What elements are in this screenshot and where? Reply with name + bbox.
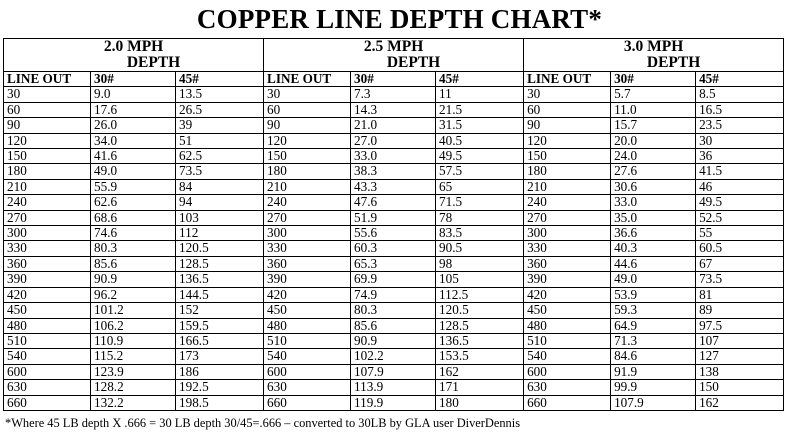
depth-30lb-cell: 17.6: [91, 102, 176, 117]
depth-30lb-cell: 38.3: [351, 164, 436, 179]
depth-45lb-cell: 171: [436, 380, 524, 395]
line-out-cell: 660: [4, 395, 91, 410]
column-header-row: [4, 72, 784, 87]
depth-45lb-cell: 71.5: [436, 195, 524, 210]
depth-30lb-cell: 7.3: [351, 87, 436, 102]
line-out-cell: 180: [264, 164, 351, 179]
depth-30lb-cell: 55.6: [351, 226, 436, 241]
depth-30lb-cell: 90.9: [91, 272, 176, 287]
line-out-cell: 300: [264, 226, 351, 241]
col-45lb: 45#: [176, 72, 264, 87]
line-out-cell: 420: [4, 287, 91, 302]
depth-30lb-cell: 128.2: [91, 380, 176, 395]
depth-45lb-cell: 52.5: [696, 210, 784, 225]
depth-30lb-cell: 59.3: [611, 303, 696, 318]
speed-header-3-0: 3.0 MPH: [524, 39, 784, 56]
line-out-cell: 360: [264, 256, 351, 271]
depth-30lb-cell: 53.9: [611, 287, 696, 302]
line-out-cell: 660: [264, 395, 351, 410]
depth-30lb-cell: 33.0: [351, 149, 436, 164]
depth-45lb-cell: 162: [436, 364, 524, 379]
depth-45lb-cell: 57.5: [436, 164, 524, 179]
depth-45lb-cell: 107: [696, 333, 784, 348]
depth-30lb-cell: 65.3: [351, 256, 436, 271]
speed-header-row: [4, 39, 784, 56]
col-30lb: 30#: [351, 72, 436, 87]
table-row: [4, 149, 784, 164]
line-out-cell: 120: [524, 133, 611, 148]
depth-30lb-cell: 35.0: [611, 210, 696, 225]
line-out-cell: 630: [4, 380, 91, 395]
depth-30lb-cell: 15.7: [611, 118, 696, 133]
chart-title: COPPER LINE DEPTH CHART*: [196, 4, 603, 34]
line-out-cell: 390: [524, 272, 611, 287]
depth-30lb-cell: 101.2: [91, 303, 176, 318]
col-line-out: LINE OUT: [4, 72, 91, 87]
col-45lb: 45#: [436, 72, 524, 87]
depth-45lb-cell: 159.5: [176, 318, 264, 333]
line-out-cell: 180: [524, 164, 611, 179]
depth-30lb-cell: 49.0: [611, 272, 696, 287]
depth-30lb-cell: 9.0: [91, 87, 176, 102]
line-out-cell: 300: [4, 226, 91, 241]
depth-45lb-cell: 97.5: [696, 318, 784, 333]
line-out-cell: 60: [4, 102, 91, 117]
depth-45lb-cell: 51: [176, 133, 264, 148]
depth-30lb-cell: 47.6: [351, 195, 436, 210]
table-row: [4, 118, 784, 133]
depth-30lb-cell: 30.6: [611, 179, 696, 194]
table-row: [4, 133, 784, 148]
line-out-cell: 600: [4, 364, 91, 379]
depth-45lb-cell: 26.5: [176, 102, 264, 117]
depth-header-2-5: [264, 55, 524, 72]
depth-30lb-cell: 21.0: [351, 118, 436, 133]
depth-30lb-cell: 27.0: [351, 133, 436, 148]
depth-45lb-cell: 73.5: [696, 272, 784, 287]
depth-45lb-cell: 36: [696, 149, 784, 164]
depth-30lb-cell: 102.2: [351, 349, 436, 364]
depth-45lb-cell: 40.5: [436, 133, 524, 148]
depth-45lb-cell: 67: [696, 256, 784, 271]
line-out-cell: 630: [264, 380, 351, 395]
line-out-cell: 270: [4, 210, 91, 225]
line-out-cell: 30: [4, 87, 91, 102]
depth-45lb-cell: 84: [176, 179, 264, 194]
depth-45lb-cell: 49.5: [696, 195, 784, 210]
table-row: [4, 349, 784, 364]
footnote: *Where 45 LB depth X .666 = 30 LB depth 30/45=.666 – converted to 30LB by GLA user DiverDennis: [5, 416, 521, 430]
line-out-cell: 300: [524, 226, 611, 241]
table-row: [4, 318, 784, 333]
depth-45lb-cell: 78: [436, 210, 524, 225]
depth-45lb-cell: 60.5: [696, 241, 784, 256]
table-row: [4, 256, 784, 271]
depth-45lb-cell: 41.5: [696, 164, 784, 179]
depth-30lb-cell: 71.3: [611, 333, 696, 348]
line-out-cell: 450: [524, 303, 611, 318]
depth-30lb-cell: 119.9: [351, 395, 436, 410]
line-out-cell: 180: [4, 164, 91, 179]
line-out-cell: 240: [4, 195, 91, 210]
depth-45lb-cell: 46: [696, 179, 784, 194]
depth-45lb-cell: 55: [696, 226, 784, 241]
depth-45lb-cell: 31.5: [436, 118, 524, 133]
depth-45lb-cell: 120.5: [176, 241, 264, 256]
depth-45lb-cell: 98: [436, 256, 524, 271]
depth-45lb-cell: 128.5: [436, 318, 524, 333]
line-out-cell: 540: [264, 349, 351, 364]
col-30lb: 30#: [611, 72, 696, 87]
line-out-cell: 90: [524, 118, 611, 133]
line-out-cell: 150: [264, 149, 351, 164]
line-out-cell: 540: [524, 349, 611, 364]
depth-30lb-cell: 26.0: [91, 118, 176, 133]
line-out-cell: 330: [264, 241, 351, 256]
depth-30lb-cell: 27.6: [611, 164, 696, 179]
table-row: [4, 287, 784, 302]
depth-chart-table: [3, 38, 784, 411]
depth-30lb-cell: 60.3: [351, 241, 436, 256]
depth-30lb-cell: 40.3: [611, 241, 696, 256]
depth-45lb-cell: 105: [436, 272, 524, 287]
line-out-cell: 420: [524, 287, 611, 302]
depth-45lb-cell: 112: [176, 226, 264, 241]
depth-30lb-cell: 64.9: [611, 318, 696, 333]
depth-30lb-cell: 43.3: [351, 179, 436, 194]
depth-45lb-cell: 103: [176, 210, 264, 225]
line-out-cell: 270: [524, 210, 611, 225]
line-out-cell: 120: [264, 133, 351, 148]
depth-30lb-cell: 69.9: [351, 272, 436, 287]
line-out-cell: 330: [4, 241, 91, 256]
depth-label: DEPTH: [646, 55, 701, 71]
line-out-cell: 480: [524, 318, 611, 333]
depth-30lb-cell: 99.9: [611, 380, 696, 395]
depth-30lb-cell: 85.6: [91, 256, 176, 271]
depth-45lb-cell: 136.5: [176, 272, 264, 287]
depth-30lb-cell: 49.0: [91, 164, 176, 179]
depth-45lb-cell: 166.5: [176, 333, 264, 348]
depth-45lb-cell: 173: [176, 349, 264, 364]
depth-45lb-cell: 23.5: [696, 118, 784, 133]
depth-30lb-cell: 96.2: [91, 287, 176, 302]
depth-45lb-cell: 89: [696, 303, 784, 318]
line-out-cell: 240: [524, 195, 611, 210]
depth-45lb-cell: 162: [696, 395, 784, 410]
depth-30lb-cell: 80.3: [351, 303, 436, 318]
chart-body: [4, 87, 784, 411]
depth-45lb-cell: 136.5: [436, 333, 524, 348]
depth-30lb-cell: 110.9: [91, 333, 176, 348]
depth-30lb-cell: 107.9: [351, 364, 436, 379]
table-row: [4, 364, 784, 379]
table-row: [4, 272, 784, 287]
table-row: [4, 226, 784, 241]
depth-45lb-cell: 11: [436, 87, 524, 102]
line-out-cell: 480: [4, 318, 91, 333]
depth-45lb-cell: 153.5: [436, 349, 524, 364]
depth-30lb-cell: 80.3: [91, 241, 176, 256]
col-line-out: LINE OUT: [524, 72, 611, 87]
table-row: [4, 303, 784, 318]
line-out-cell: 270: [264, 210, 351, 225]
depth-45lb-cell: 30: [696, 133, 784, 148]
depth-30lb-cell: 132.2: [91, 395, 176, 410]
depth-45lb-cell: 198.5: [176, 395, 264, 410]
depth-header-2-0: [4, 55, 264, 72]
depth-30lb-cell: 123.9: [91, 364, 176, 379]
line-out-cell: 90: [264, 118, 351, 133]
table-row: [4, 380, 784, 395]
depth-45lb-cell: 90.5: [436, 241, 524, 256]
line-out-cell: 360: [524, 256, 611, 271]
depth-30lb-cell: 14.3: [351, 102, 436, 117]
depth-45lb-cell: 13.5: [176, 87, 264, 102]
table-row: [4, 102, 784, 117]
depth-45lb-cell: 120.5: [436, 303, 524, 318]
depth-45lb-cell: 49.5: [436, 149, 524, 164]
col-30lb: 30#: [91, 72, 176, 87]
depth-45lb-cell: 144.5: [176, 287, 264, 302]
line-out-cell: 360: [4, 256, 91, 271]
line-out-cell: 60: [524, 102, 611, 117]
depth-45lb-cell: 192.5: [176, 380, 264, 395]
table-row: [4, 179, 784, 194]
depth-30lb-cell: 107.9: [611, 395, 696, 410]
depth-30lb-cell: 11.0: [611, 102, 696, 117]
depth-30lb-cell: 44.6: [611, 256, 696, 271]
line-out-cell: 420: [264, 287, 351, 302]
depth-30lb-cell: 84.6: [611, 349, 696, 364]
depth-45lb-cell: 16.5: [696, 102, 784, 117]
depth-30lb-cell: 68.6: [91, 210, 176, 225]
line-out-cell: 120: [4, 133, 91, 148]
depth-label: DEPTH: [126, 55, 181, 71]
table-row: [4, 164, 784, 179]
depth-45lb-cell: 65: [436, 179, 524, 194]
depth-30lb-cell: 51.9: [351, 210, 436, 225]
depth-45lb-cell: 39: [176, 118, 264, 133]
depth-30lb-cell: 74.9: [351, 287, 436, 302]
depth-45lb-cell: 186: [176, 364, 264, 379]
depth-30lb-cell: 91.9: [611, 364, 696, 379]
line-out-cell: 630: [524, 380, 611, 395]
depth-30lb-cell: 5.7: [611, 87, 696, 102]
col-45lb: 45#: [696, 72, 784, 87]
line-out-cell: 390: [264, 272, 351, 287]
depth-45lb-cell: 94: [176, 195, 264, 210]
col-line-out: LINE OUT: [264, 72, 351, 87]
line-out-cell: 480: [264, 318, 351, 333]
depth-30lb-cell: 24.0: [611, 149, 696, 164]
depth-30lb-cell: 62.6: [91, 195, 176, 210]
line-out-cell: 330: [524, 241, 611, 256]
line-out-cell: 540: [4, 349, 91, 364]
line-out-cell: 660: [524, 395, 611, 410]
depth-30lb-cell: 36.6: [611, 226, 696, 241]
depth-45lb-cell: 62.5: [176, 149, 264, 164]
depth-45lb-cell: 112.5: [436, 287, 524, 302]
line-out-cell: 210: [4, 179, 91, 194]
line-out-cell: 600: [264, 364, 351, 379]
depth-45lb-cell: 8.5: [696, 87, 784, 102]
depth-30lb-cell: 106.2: [91, 318, 176, 333]
line-out-cell: 150: [524, 149, 611, 164]
depth-30lb-cell: 85.6: [351, 318, 436, 333]
depth-30lb-cell: 41.6: [91, 149, 176, 164]
depth-label: DEPTH: [386, 55, 441, 71]
line-out-cell: 90: [4, 118, 91, 133]
depth-45lb-cell: 21.5: [436, 102, 524, 117]
depth-header-3-0: [524, 55, 784, 72]
line-out-cell: 450: [264, 303, 351, 318]
line-out-cell: 240: [264, 195, 351, 210]
depth-45lb-cell: 138: [696, 364, 784, 379]
line-out-cell: 390: [4, 272, 91, 287]
depth-45lb-cell: 128.5: [176, 256, 264, 271]
line-out-cell: 450: [4, 303, 91, 318]
depth-30lb-cell: 74.6: [91, 226, 176, 241]
depth-30lb-cell: 20.0: [611, 133, 696, 148]
depth-30lb-cell: 90.9: [351, 333, 436, 348]
line-out-cell: 510: [524, 333, 611, 348]
depth-45lb-cell: 180: [436, 395, 524, 410]
line-out-cell: 510: [4, 333, 91, 348]
depth-header-row: [4, 55, 784, 72]
depth-45lb-cell: 127: [696, 349, 784, 364]
depth-30lb-cell: 113.9: [351, 380, 436, 395]
depth-45lb-cell: 81: [696, 287, 784, 302]
table-row: [4, 87, 784, 102]
depth-45lb-cell: 152: [176, 303, 264, 318]
line-out-cell: 60: [264, 102, 351, 117]
line-out-cell: 30: [524, 87, 611, 102]
speed-header-2-0: 2.0 MPH: [4, 39, 264, 56]
depth-30lb-cell: 34.0: [91, 133, 176, 148]
depth-30lb-cell: 33.0: [611, 195, 696, 210]
table-row: [4, 210, 784, 225]
depth-45lb-cell: 83.5: [436, 226, 524, 241]
line-out-cell: 30: [264, 87, 351, 102]
depth-30lb-cell: 55.9: [91, 179, 176, 194]
table-row: [4, 241, 784, 256]
table-row: [4, 195, 784, 210]
line-out-cell: 210: [524, 179, 611, 194]
speed-header-2-5: 2.5 MPH: [264, 39, 524, 56]
table-row: [4, 395, 784, 410]
depth-45lb-cell: 150: [696, 380, 784, 395]
line-out-cell: 600: [524, 364, 611, 379]
line-out-cell: 150: [4, 149, 91, 164]
line-out-cell: 210: [264, 179, 351, 194]
line-out-cell: 510: [264, 333, 351, 348]
depth-45lb-cell: 73.5: [176, 164, 264, 179]
depth-30lb-cell: 115.2: [91, 349, 176, 364]
table-row: [4, 333, 784, 348]
